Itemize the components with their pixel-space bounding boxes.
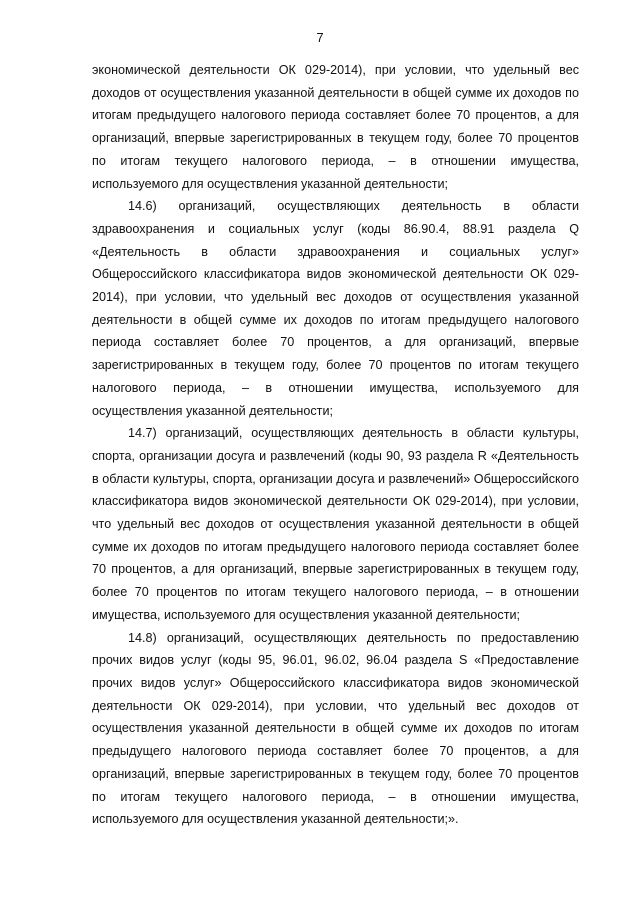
paragraph-continuation: экономической деятельности ОК 029-2014), при условии, что удельный вес доходов от осуществления указанной деятельности в общей сумме их доходов по итогам предыдущего налогового периода составляет более 70 процентов, а для организаций, впервые зарегистрированных в текущем году, более 70 процентов по итогам текущего налогового периода, – в отношении имущества, используемого для осуществления указанной деятельности;: [92, 63, 579, 191]
paragraph-14-6: 14.6) организаций, осуществляющих деятельность в области здравоохранения и социальных услуг (коды 86.90.4, 88.91 раздела Q «Деятельность в области здравоохранения и социальных услуг» Общероссийского классификатора видов экономической деятельности ОК 029-2014), при условии, что удельный вес доходов от осуществления указанной деятельности в общей сумме их доходов по итогам предыдущего налогового периода составляет более 70 процентов, а для организаций, впервые зарегистрированных в текущем году, более 70 процентов по итогам текущего налогового периода, – в отношении имущества, используемого для осуществления указанной деятельности;: [92, 199, 579, 418]
document-body: [92, 59, 579, 831]
paragraph-14-7: 14.7) организаций, осуществляющих деятельность в области культуры, спорта, организации досуга и развлечений (коды 90, 93 раздела R «Деятельность в области культуры, спорта, организации досуга и развлечений» Общероссийского классификатора видов экономической деятельности ОК 029-2014), при условии, что удельный вес доходов от осуществления указанной деятельности в общей сумме их доходов по итогам предыдущего налогового периода составляет более 70 процентов, а для организаций, впервые зарегистрированных в текущем году, более 70 процентов по итогам текущего налогового периода, – в отношении имущества, используемого для осуществления указанной деятельности;: [92, 426, 579, 622]
page-number: 7: [316, 30, 324, 45]
paragraph-14-8: 14.8) организаций, осуществляющих деятельность по предоставлению прочих видов услуг (коды 95, 96.01, 96.02, 96.04 раздела S «Предоставление прочих видов услуг» Общероссийского классификатора видов экономической деятельности ОК 029-2014), при условии, что удельный вес доходов от осуществления указанной деятельности в общей сумме их доходов по итогам предыдущего налогового периода составляет более 70 процентов, а для организаций, впервые зарегистрированных в текущем году, более 70 процентов по итогам текущего налогового периода, – в отношении имущества, используемого для осуществления указанной деятельности;».: [92, 630, 579, 827]
